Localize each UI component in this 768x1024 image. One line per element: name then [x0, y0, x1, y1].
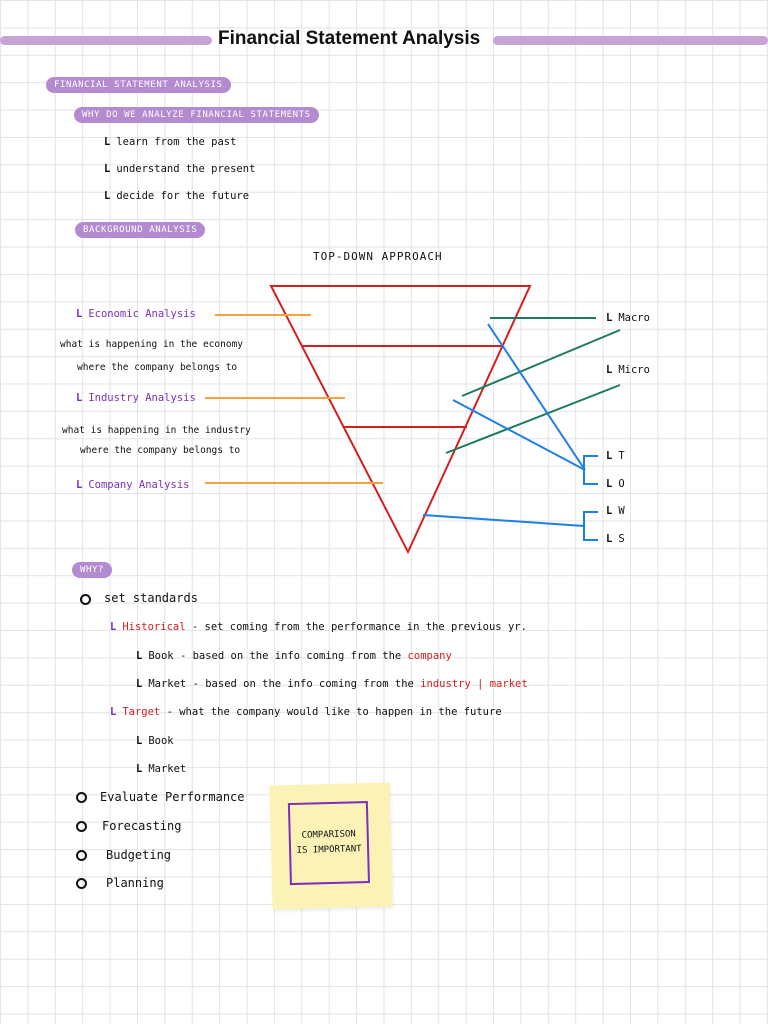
bullet-icon: [76, 878, 87, 889]
micro-label: L Micro: [606, 364, 650, 376]
budgeting: Budgeting: [106, 848, 172, 862]
bracket-to: [584, 456, 598, 484]
historical-line: L Historical - set coming from the performance in the previous yr.: [110, 621, 527, 633]
pill-why: WHY?: [72, 562, 112, 578]
reason-item: L decide for the future: [104, 190, 250, 202]
swot-strength: L S: [606, 533, 625, 545]
diagram-heading: TOP-DOWN APPROACH: [313, 250, 443, 263]
target-line: L Target - what the company would like to happen in the future: [110, 706, 502, 718]
industry-desc: what is happening in the industry: [62, 425, 251, 436]
swot-opportunity: L O: [606, 478, 625, 490]
book-target-line: L Book: [136, 735, 174, 747]
set-standards: set standards: [104, 591, 198, 605]
industry-desc: where the company belongs to: [80, 445, 241, 456]
connector-sw: [423, 515, 584, 526]
macro-label: L Macro: [606, 312, 650, 324]
book-historical-line: L Book - based on the info coming from the company: [136, 650, 452, 662]
swot-weakness: L W: [606, 505, 625, 517]
market-target-line: L Market: [136, 763, 187, 775]
economic-desc: what is happening in the economy: [60, 339, 244, 350]
bracket-ws: [584, 512, 598, 540]
bullet-icon: [76, 850, 87, 861]
connector-threat: [453, 400, 585, 470]
pill-background-analysis: BACKGROUND ANALYSIS: [75, 222, 205, 238]
sticky-note-text: COMPARISON IS IMPORTANT: [288, 801, 370, 885]
sticky-note: [269, 782, 392, 909]
bullet-icon: [76, 821, 87, 832]
reason-item: L understand the present: [104, 163, 256, 175]
funnel-triangle: [271, 286, 530, 552]
industry-analysis-label: L Industry Analysis: [76, 392, 196, 404]
forecasting: Forecasting: [102, 819, 182, 833]
company-analysis-label: L Company Analysis: [76, 479, 190, 491]
connector-micro-1: [462, 330, 620, 396]
bullet-icon: [80, 594, 91, 605]
reason-item: L learn from the past: [104, 136, 237, 148]
pill-why-analyze: WHY DO WE ANALYZE FINANCIAL STATEMENTS: [74, 107, 319, 123]
bullet-icon: [76, 792, 87, 803]
market-historical-line: L Market - based on the info coming from the industry | market: [136, 678, 528, 690]
economic-analysis-label: L Economic Analysis: [76, 308, 196, 320]
connector-opportunity: [488, 324, 585, 470]
economic-desc: where the company belongs to: [77, 362, 238, 373]
swot-threat: L T: [606, 450, 625, 462]
evaluate-performance: Evaluate Performance: [100, 790, 245, 804]
pill-financial-statement-analysis: FINANCIAL STATEMENT ANALYSIS: [46, 77, 231, 93]
page-title: Financial Statement Analysis: [218, 28, 481, 49]
planning: Planning: [106, 876, 164, 890]
